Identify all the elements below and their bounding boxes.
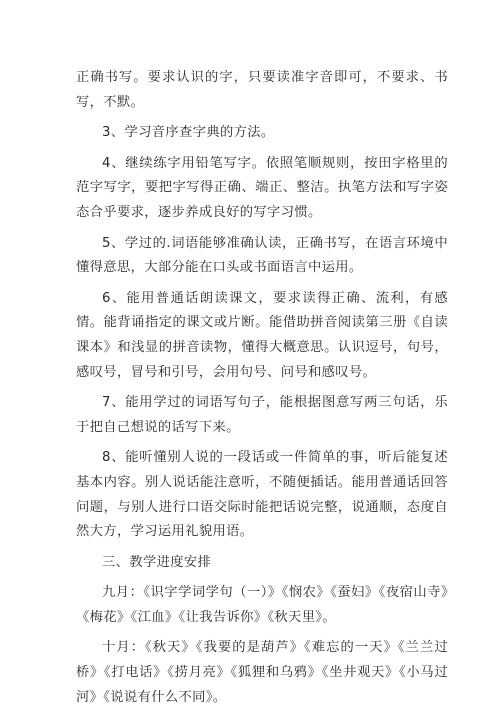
paragraph-item-3: 3、学习音序查字典的方法。: [102, 125, 275, 141]
paragraph-october: 十月：《秋天》《我要的是葫芦》《难忘的一天》《兰兰过桥》《打电话》《捞月亮》《狐狸和乌鸦》《坐井观天》《小马过河》《说说有什么不同》。: [76, 640, 448, 705]
paragraph-september: 九月：《识字学词学句（一）》《悯农》《蚕妇》《夜宿山寺》《梅花》《江血》《让我告诉你》《秋天里》。: [76, 585, 448, 625]
paragraph-writing-requirement: 正确书写。要求认识的字，只要读准字音即可，不要求、书写，不默。: [76, 70, 448, 110]
paragraph-item-8: 8、能听懂别人说的一段话或一件简单的事，听后能复述基本内容。别人说话能注意听，不随便插话。能用普通话回答问题，与别人进行口语交际时能把话说完整，说通顺，态度自然大方，学习运用礼貌用语。: [76, 450, 448, 540]
paragraph-item-7: 7、能用学过的词语写句子，能根据图意写两三句话，乐于把自己想说的话写下来。: [76, 395, 448, 435]
paragraph-item-5: 5、学过的.词语能够准确认读，正确书写，在语言环境中懂得意思，大部分能在口头或书面语言中运用。: [76, 235, 448, 276]
section-heading-schedule: 三、教学进度安排: [102, 554, 212, 570]
paragraph-item-6: 6、能用普通话朗读课文，要求读得正确、流利，有感情。能背诵指定的课文或片断。能借助拼音阅读第三册《自读课本》和浅显的拼音读物，懂得大概意思。认识逗号，句号，感叹号，冒号和引号，会用句号、问号和感叹号。: [76, 290, 448, 380]
paragraph-item-4: 4、继续练字用铅笔写字。依照笔顺规则，按田字格里的范字写字，要把字写得正确、端正、整洁。执笔方法和写字姿态合乎要求，逐步养成良好的写字习惯。: [76, 155, 448, 220]
